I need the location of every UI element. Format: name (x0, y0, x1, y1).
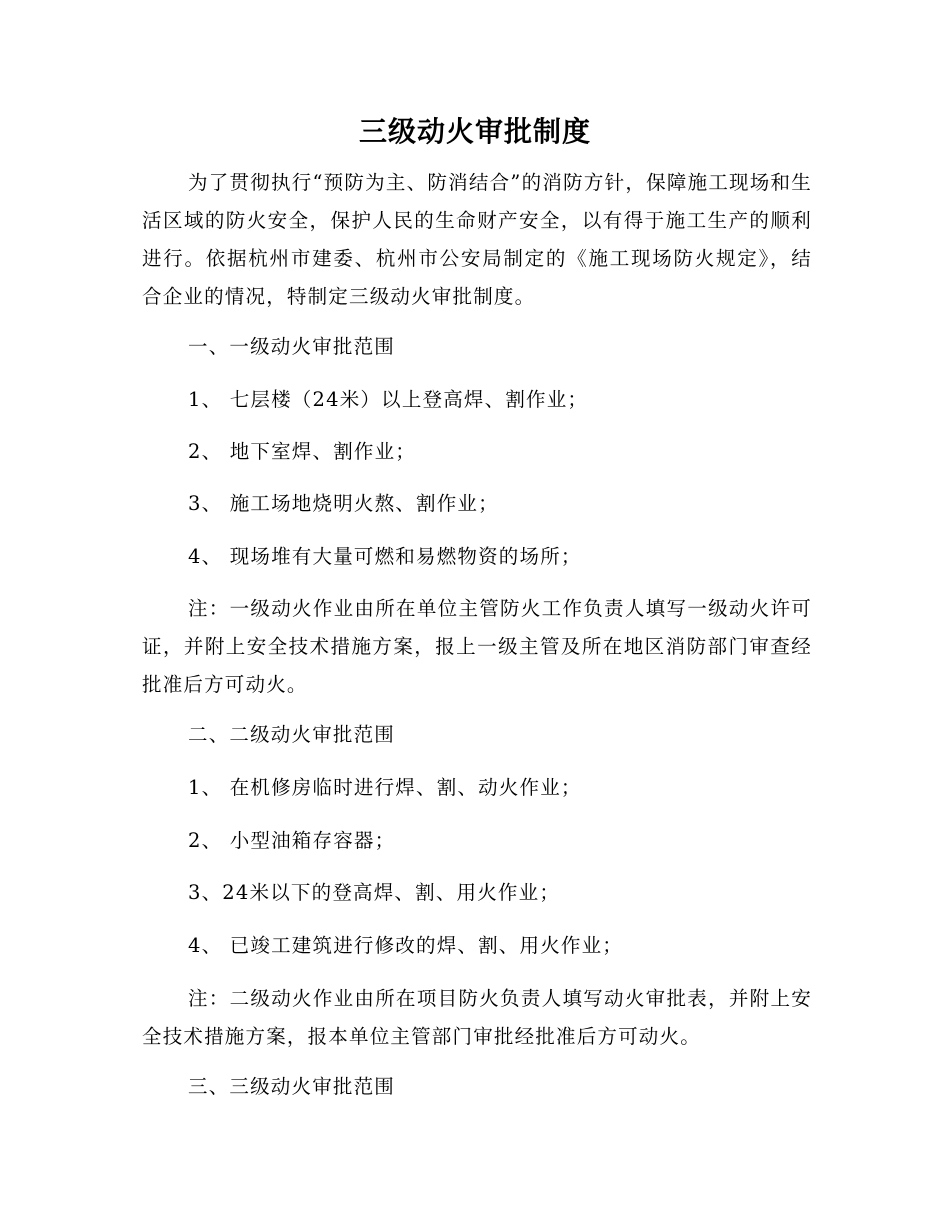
section2-item-2: 2、 小型油箱存容器； (188, 829, 396, 852)
section1-item-1: 1、 七层楼（24米）以上登高焊、割作业； (188, 388, 589, 411)
document-title: 三级动火审批制度 (358, 115, 591, 148)
section2-note: 注：二级动火作业由所在项目防火负责人填写动火审批表，并附上安全技术措施方案，报本单位主管部门审批经批准后方可动火。 (142, 987, 812, 1048)
section2-item-4: 4、 已竣工建筑进行修改的焊、割、用火作业； (188, 934, 624, 957)
section1-heading: 一、一级动火审批范围 (188, 335, 396, 358)
section1-item-3: 3、 施工场地烧明火熬、割作业； (188, 492, 499, 515)
section2-heading: 二、二级动火审批范围 (188, 723, 396, 746)
section2-item-1: 1、 在机修房临时进行焊、割、动火作业； (188, 776, 582, 799)
section1-item-2: 2、 地下室焊、割作业； (188, 440, 417, 463)
section1-item-4: 4、 现场堆有大量可燃和易燃物资的场所； (188, 545, 582, 568)
intro-paragraph: 为了贯彻执行“预防为主、防消结合”的消防方针，保障施工现场和生活区域的防火安全，保护人民的生命财产安全，以有得于施工生产的顺利进行。依据杭州市建委、杭州市公安局制定的《施工现场防火规定》，结合企业的情况，特制定三级动火审批制度。 (142, 171, 812, 308)
section1-note: 注：一级动火作业由所在单位主管防火工作负责人填写一级动火许可证，并附上安全技术措施方案，报上一级主管及所在地区消防部门审查经批准后方可动火。 (142, 597, 812, 696)
section3-heading: 三、三级动火审批范围 (188, 1075, 396, 1098)
section2-item-3: 3、24米以下的登高焊、割、用火作业； (188, 881, 561, 904)
